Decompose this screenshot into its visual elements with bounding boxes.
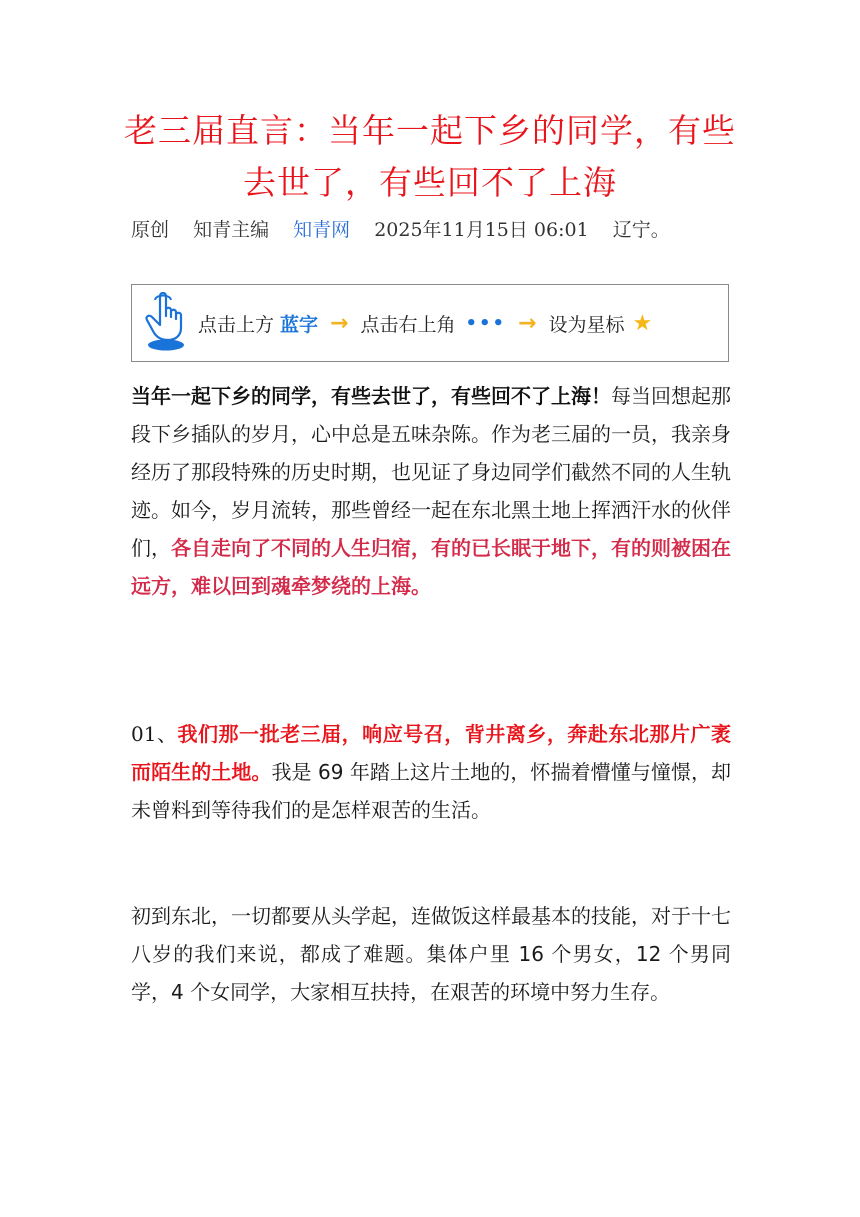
guide-blue-link[interactable]: 蓝字: [280, 313, 319, 336]
paragraph-section-01: [131, 715, 731, 829]
intro-text: 每当回想起那段下乡插队的岁月，心中总是五味杂陈。作为老三届的一员，我亲身经历了那段特殊的历史时期，也见证了身边同学们截然不同的人生轨迹。如今，岁月流转，那些曾经一起在东北黑土地上挥洒汗水的伙伴们，: [131, 384, 731, 560]
arrow-icon: →: [330, 310, 349, 336]
arrival-text: 初到东北，一切都要从头学起，连做饭这样最基本的技能，对于十七八岁的我们来说，都成了难题。集体户里 16 个男女，12 个男同学，4 个女同学，大家相互扶持，在艰苦的环境中努力生存。: [131, 904, 731, 1004]
follow-guide-text: [198, 310, 652, 337]
article-meta: [131, 215, 771, 245]
pointing-hand-icon: [142, 290, 190, 356]
intro-highlight: 各自走向了不同的人生归宿，有的已长眠于地下，有的则被困在远方，难以回到魂牵梦绕的上海。: [131, 536, 731, 598]
account-link[interactable]: 知青网: [293, 219, 351, 241]
guide-step3: 设为星标: [548, 313, 625, 336]
publish-location: 辽宁。: [612, 219, 670, 241]
article-title: 老三届直言：当年一起下乡的同学，有些去世了，有些回不了上海: [124, 111, 736, 202]
paragraph-arrival: [131, 897, 731, 1011]
intro-lead: 当年一起下乡的同学，有些去世了，有些回不了上海！: [131, 384, 611, 408]
follow-guide-banner: [131, 284, 729, 362]
original-tag: 原创: [131, 219, 170, 241]
more-dots-icon: •••: [465, 312, 506, 334]
section-number: 01、: [131, 722, 178, 746]
section-highlight: 我们那一批老三届，响应号召，背井离乡，奔赴东北那片广袤而陌生的土地。: [131, 722, 732, 784]
author-name: 知青主编: [193, 219, 270, 241]
guide-step1: 点击上方: [198, 313, 275, 336]
publish-datetime: 2025年11月15日 06:01: [374, 219, 589, 241]
section-text: 我是 69 年踏上这片土地的，怀揣着懵懂与憧憬，却未曾料到等待我们的是怎样艰苦的生活。: [131, 760, 732, 822]
paragraph-intro: [131, 377, 731, 605]
star-icon: ★: [632, 310, 653, 336]
arrow-icon: →: [518, 310, 537, 336]
guide-step2: 点击右上角: [360, 313, 456, 336]
